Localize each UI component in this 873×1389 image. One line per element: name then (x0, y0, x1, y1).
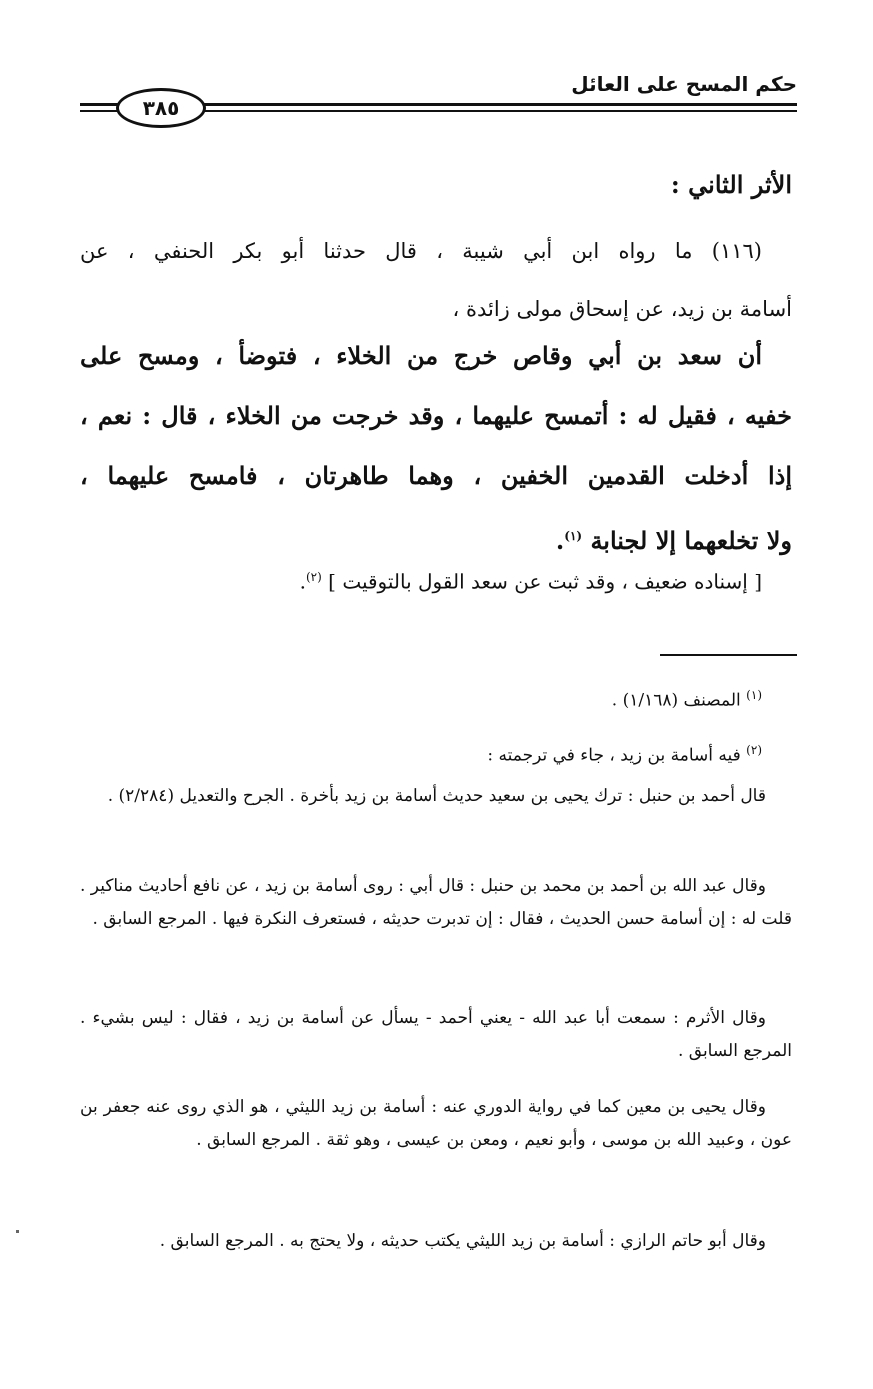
footnote-text: فيه أسامة بن زيد ، جاء في ترجمته : (487, 745, 741, 766)
running-title: حكم المسح على العائل (571, 72, 797, 96)
footnote-1 (80, 679, 792, 718)
page-number: ٣٨٥ (116, 88, 206, 128)
footnote-paragraph: وقال أبو حاتم الرازي : أسامة بن زيد الليثي يكتب حديثه ، ولا يحتج به . المرجع السابق . (159, 1231, 766, 1251)
footnote-paragraph: وقال الأثرم : سمعت أبا عبد الله - يعني أحمد - يسأل عن أسامة بن زيد ، فقال : ليس بشيء . المرجع السابق . (80, 1008, 792, 1061)
athar-text (80, 326, 792, 571)
footnote-paragraph: قال أحمد بن حنبل : ترك يحيى بن سعيد حديث أسامة بن زيد بأخرة . الجرح والتعديل (٢/٢٨٤) . (107, 786, 766, 806)
narration-line: أسامة بن زيد، عن إسحاق مولى زائدة ، (452, 297, 792, 321)
footnote-separator (660, 654, 797, 656)
section-heading: الأثر الثاني : (670, 170, 792, 199)
narration-line: (١١٦) ما رواه ابن أبي شيبة ، قال حدثنا أبو بكر الحنفي ، عن (80, 239, 762, 263)
footnote-marker: (٢) (746, 743, 762, 757)
athar-line: إذا أدخلت القدمين الخفين ، وهما طاهرتان ، فامسح عليهما ، (80, 461, 792, 490)
grading-line: [ إسناده ضعيف ، وقد ثبت عن سعد القول بالتوقيت ] $^{(٢)}$. (299, 569, 762, 594)
athar-line: أن سعد بن أبي وقاص خرج من الخلاء ، فتوضأ ، ومسح على (80, 341, 762, 370)
athar-line-last: ولا تخلعهما إلا لجنابة $^{(١)}$. (555, 526, 792, 555)
footnote-ref: (٢) (305, 570, 322, 584)
scan-speck (16, 1230, 19, 1233)
athar-line: خفيه ، فقيل له : أتمسح عليهما ، وقد خرجت من الخلاء ، قال : نعم ، (80, 401, 792, 430)
narration-paragraph (80, 222, 792, 338)
footnote-paragraph: وقال عبد الله بن أحمد بن محمد بن حنبل : قال أبي : روى أسامة بن زيد ، عن نافع أحاديث مناكير . قلت له : إن أسامة حسن الحديث ، فقال : إن تدبرت حديثه ، فستعرف النكرة فيها . المرجع السابق . (80, 876, 792, 929)
footnote-marker: (١) (746, 688, 762, 702)
footnote-2 (80, 734, 792, 773)
page-header (80, 62, 797, 122)
footnote-ref: (١) (564, 529, 583, 543)
grading-text: [ إسناده ضعيف ، وقد ثبت عن سعد القول بالتوقيت ] (328, 569, 762, 594)
athar-line: ولا تخلعهما إلا لجنابة (590, 526, 792, 555)
footnote-paragraph: وقال يحيى بن معين كما في رواية الدوري عنه : أسامة بن زيد الليثي ، هو الذي روى عنه جعفر بن عون ، وعبيد الله بن موسى ، وأبو نعيم ، ومعن بن عيسى ، وهو ثقة . المرجع السابق . (80, 1097, 792, 1150)
footnote-text: المصنف (١/١٦٨) . (611, 690, 741, 711)
